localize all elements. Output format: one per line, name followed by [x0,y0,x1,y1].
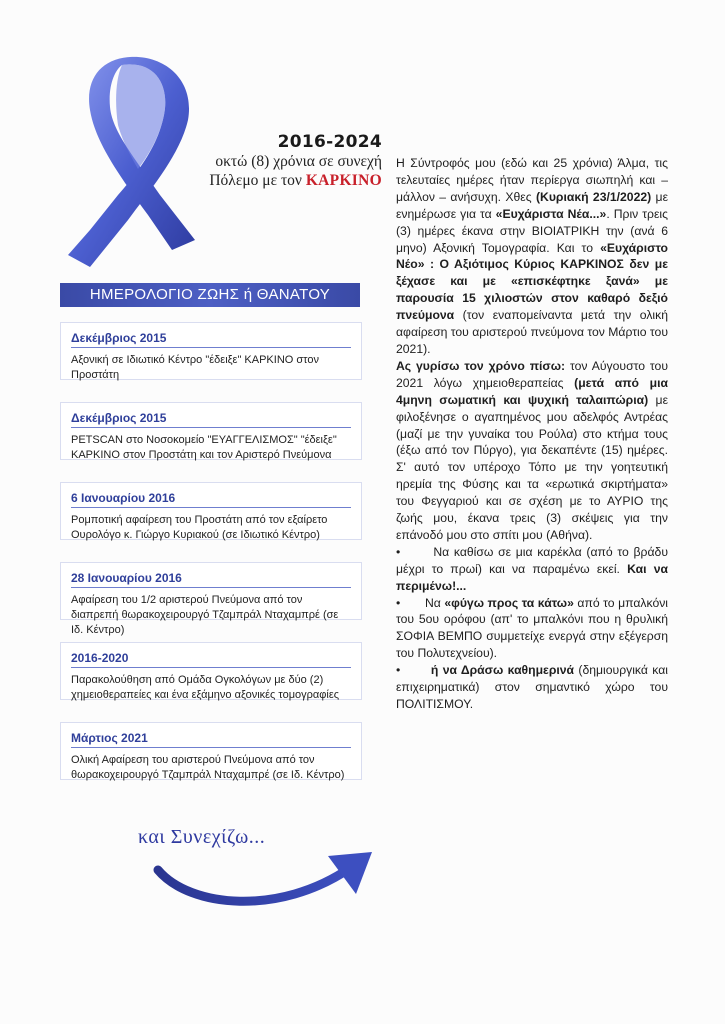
text-run-bold: (μετά από μια 4μηνη σωματική και ψυχική ταλαιπώρια) [396,375,668,407]
diary-entry [60,482,362,540]
diary-entry [60,402,362,460]
bullet-icon: • [396,544,401,559]
diary-title: ΗΜΕΡΟΛΟΓΙΟ ΖΩΗΣ ή ΘΑΝΑΤΟΥ [60,283,360,307]
paragraph-2 [396,358,668,544]
text-run-bold: Και να περιμένω!... [396,561,668,593]
entry-divider [71,427,351,428]
header-line-1: οκτώ (8) χρόνια σε συνεχή [215,153,382,170]
bullet-2 [396,595,668,663]
entry-text: Ρομποτική αφαίρεση του Προστάτη από τον εξαίρετο Ουρολόγο κ. Γιώργο Κυριακού (σε Ιδιωτικό Κέντρο) [71,514,328,541]
entry-divider [71,667,351,668]
entry-text: Παρακολούθηση από Ομάδα Ογκολόγων με δύο (2) χημειοθεραπείες και ένα εξάμηνο αξονικές τομογραφίες [71,674,340,701]
bullet-1 [396,544,668,595]
diary-entry [60,642,362,700]
bullet-icon: • [396,663,401,678]
entry-divider [71,507,351,508]
text-run: (δημιουργικά και επιχειρηματικά) στον σημαντικό χώρο του ΠΟΛΙΤΙΣΜΟΥ. [396,663,668,711]
text-run-bold: (Κυριακή 23/1/2022) [535,189,652,204]
text-run: τον Αύγουστο του 2021 λόγω χημειοθεραπείας [396,358,668,390]
text-run: Να [424,595,445,610]
text-run-bold: «Ευχάριστα Νέα...» [495,206,607,221]
curved-arrow-icon [150,838,390,918]
text-run: από το μπαλκόνι του 5ου ορόφου (απ' το μπαλκόνι που η θρυλική ΣΟΦΙΑ ΒΕΜΠΟ συμμετείχε ενεργά στην εξέγερση του Πολυτεχνείου). [396,595,669,661]
entry-date: Δεκέμβριος 2015 [71,331,167,345]
text-run: . Πριν τρεις (3) ημέρες έκανα στην ΒΙΟΙΑΤΡΙΚΗ την (ανά 6 μηνο) Αξονική Τομογραφία. Και το [396,206,668,255]
text-run: Η Σύντροφός μου (εδώ και 25 χρόνια) Άλμα, τις τελευταίες ημέρες ήταν περίεργα σιωπηλή και – μάλλον – ανήσυχη. Χθες [396,156,668,204]
header-block [160,132,382,190]
entry-text: Ολική Αφαίρεση του αριστερού Πνεύμονα από τον θωρακοχειρουργό Τζαμπράλ Νταχαμπρέ (σε Ιδ. Κέντρο) [71,754,345,781]
entry-date: Μάρτιος 2021 [71,731,148,745]
entry-text: Αφαίρεση του 1/2 αριστερού Πνεύμονα από τον διαπρεπή θωρακοχειρουργό Τζαμπράλ Νταχαμπρέ (σε Ιδ. Κέντρο) [71,594,339,636]
entry-date: Δεκέμβριος 2015 [71,411,167,425]
entry-text: Αξονική σε Ιδιωτικό Κέντρο "έδειξε" ΚΑΡΚΙΝΟ στον Προστάτη [71,354,319,381]
header-line-2-prefix: Πόλεμο με τον [209,172,302,189]
text-run-bold: Ας γυρίσω τον χρόνο πίσω: [396,358,566,373]
article-body [396,155,668,713]
bullet-3 [396,662,668,713]
bullet-icon: • [396,595,401,610]
entry-divider [71,347,351,348]
text-run: Να καθίσω σε μια καρέκλα (από το βράδυ μέχρι το πρωί) και να παραμένω εκεί. [396,544,668,576]
entry-date: 2016-2020 [71,651,129,665]
entry-text: PETSCAN στο Νοσοκομείο "ΕΥΑΓΓΕΛΙΣΜΟΣ" "έδειξε" ΚΑΡΚΙΝΟ στον Προστάτη και τον Αριστερό Πνεύμονα [71,434,337,461]
text-run: (τον εναπομείναντα μετά την ολική αφαίρεση του αριστερού πνεύμονα τον Μάρτιο του 2021). [396,308,668,356]
text-run: με φιλοξένησε ο αγαπημένος μου αδελφός Αντρέας (μαζί με την γυναίκα του Ρούλα) στο κτήμα τους (έξω από τον Πύργο), για δεκαπέντε (15) ημέρες. Σ' αυτό τον υπέροχο Τόπο με την γοητευτική ηρεμία της Φύσης και τα «ερωτικά σκιρτήματα» του Φεγγαριού και σε σχέση με το ΑΥΡΙΟ της ζωής μου, έκανα τρεις (3) σκέψεις για την επάνοδό μου στο σπίτι μου (Αθήνα). [396,392,668,542]
diary-entry [60,722,362,780]
paragraph-1 [396,155,668,358]
text-run-bold: «Ευχάριστο Νέο» : Ο Αξιότιμος Κύριος ΚΑΡΚΙΝΟΣ δεν με ξέχασε και με «επισκέφτηκε ξανά» με παρουσία 15 χιλιοστών στον καθαρό δεξιό πνεύμονα [396,240,668,323]
years-heading: 2016-2024 [277,132,382,152]
entry-divider [71,587,351,588]
diary-entry [60,562,362,636]
text-run: με ενημέρωσε για τα [396,189,668,221]
continue-label: και Συνεχίζω... [138,826,266,848]
entry-divider [71,747,351,748]
entry-date: 28 Ιανουαρίου 2016 [71,571,182,585]
header-highlight: ΚΑΡΚΙΝΟ [305,172,382,189]
header-line-2 [160,171,382,190]
diary-entries [60,322,362,802]
text-run-bold: «φύγω προς τα κάτω» [444,595,574,610]
diary-entry [60,322,362,380]
entry-date: 6 Ιανουαρίου 2016 [71,491,176,505]
text-run-bold: ή να Δράσω καθημερινά [430,663,575,678]
